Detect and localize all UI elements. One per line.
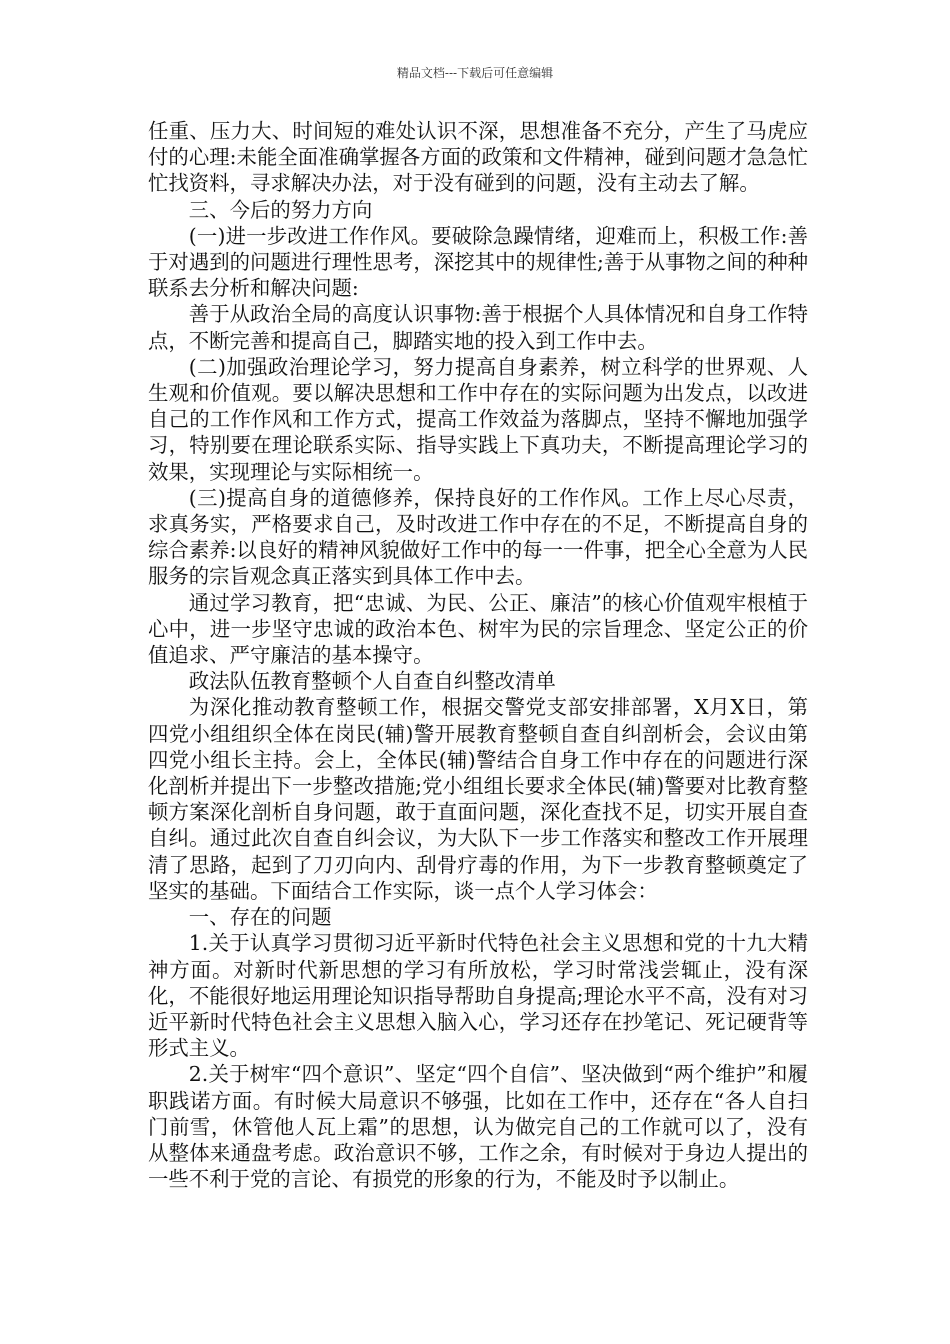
paragraph: 通过学习教育，把“忠诚、为民、公正、廉洁”的核心价值观牢根植于心中，进一步坚守忠诚的政治本色、树牢为民的宗旨理念、坚定公正的价值追求、严守廉洁的基本操守。 — [148, 590, 808, 668]
section-heading: 三、今后的努力方向 — [188, 197, 373, 222]
paragraph: 2.关于树牢“四个意识”、坚定“四个自信”、坚决做到“两个维护”和履职践诺方面。有时候大局意识不够强，比如在工作中，还存在“各人自扫门前雪，休管他人瓦上霜”的思想，认为做完自己的工作就可以了，没有从整体来通盘考虑。政治意识不够，工作之余，有时候对于身边人提出的一些不利于党的言论、有损党的形象的行为，不能及时予以制止。 — [148, 1062, 808, 1192]
document-title: 政法队伍教育整顿个人自查自纠整改清单 — [188, 669, 556, 694]
section-heading: 一、存在的问题 — [188, 905, 332, 930]
document-body — [148, 118, 808, 1192]
paragraph: (二)加强政治理论学习，努力提高自身素养，树立科学的世界观、人生观和价值观。要以解决思想和工作中存在的实际问题为出发点，以改进自己的工作作风和工作方式，提高工作效益为落脚点，坚持不懈地加强学习，特别要在理论联系实际、指导实践上下真功夫，不断提高理论学习的效果，实现理论与实际相统一。 — [148, 354, 808, 484]
page-header: 精品文档---下载后可任意编辑 — [396, 66, 554, 80]
paragraph: (一)进一步改进工作作风。要破除急躁情绪，迎难而上，积极工作:善于对遇到的问题进行理性思考，深挖其中的规律性;善于从事物之间的种种联系去分析和解决问题: — [148, 223, 808, 301]
paragraph: 任重、压力大、时间短的难处认识不深，思想准备不充分，产生了马虎应付的心理:未能全面准确掌握各方面的政策和文件精神，碰到问题才急急忙忙找资料，寻求解决办法，对于没有碰到的问题，没有主动去了解。 — [148, 119, 808, 196]
paragraph: 善于从政治全局的高度认识事物:善于根据个人具体情况和自身工作特点，不断完善和提高自己，脚踏实地的投入到工作中去。 — [148, 302, 808, 353]
paragraph: (三)提高自身的道德修养，保持良好的工作作风。工作上尽心尽责，求真务实，严格要求自己，及时改进工作中存在的不足，不断提高自身的综合素养:以良好的精神风貌做好工作中的每一一件事，把全心全意为人民服务的宗旨观念真正落实到具体工作中去。 — [148, 485, 808, 589]
paragraph: 为深化推动教育整顿工作，根据交警党支部安排部署，X月X日，第四党小组组织全体在岗民(辅)警开展教育整顿自查自纠剖析会，会议由第四党小组长主持。会上，全体民(辅)警结合自身工作中存在的问题进行深化剖析并提出下一步整改措施;党小组组长要求全体民(辅)警要对比教育整顿方案深化剖析自身问题，敢于直面问题，深化查找不足，切实开展自查自纠。通过此次自查自纠会议，为大队下一步工作落实和整改工作开展理清了思路，起到了刀刃向内、刮骨疗毒的作用，为下一步教育整顿奠定了坚实的基础。下面结合工作实际，谈一点个人学习体会： — [148, 695, 808, 903]
paragraph: 1.关于认真学习贯彻习近平新时代特色社会主义思想和党的十九大精神方面。对新时代新思想的学习有所放松，学习时常浅尝辄止，没有深化，不能很好地运用理论知识指导帮助自身提高;理论水平不高，没有对习近平新时代特色社会主义思想入脑入心，学习还存在抄笔记、死记硬背等形式主义。 — [148, 931, 808, 1061]
